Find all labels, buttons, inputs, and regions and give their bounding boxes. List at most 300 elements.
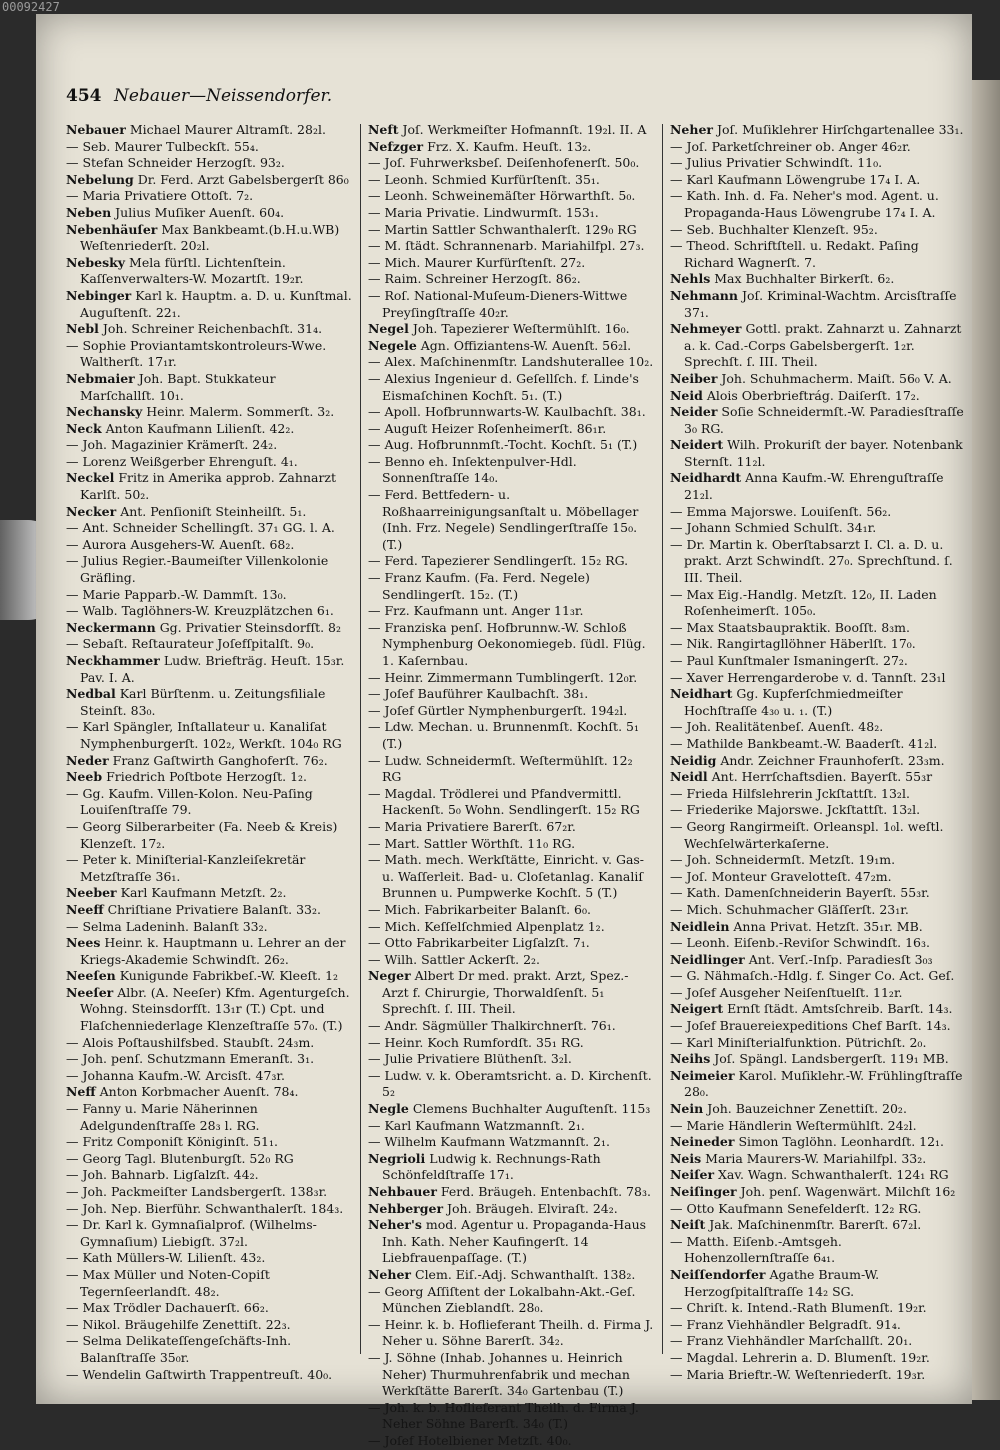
surname: Neckhammer	[66, 653, 160, 668]
directory-entry	[670, 753, 970, 770]
directory-entry	[368, 354, 654, 371]
surname: Neid	[670, 387, 703, 403]
entry-text: Anna Kaufm.-W. Ehrenguſtraſſe 21₂l.	[684, 470, 944, 503]
directory-entry	[66, 1250, 352, 1267]
entry-text: — Ldw. Mechan. u. Brunnenmſt. Kochſt. 5₁ (T.)	[368, 719, 639, 751]
entry-text: Kunigunde Fabrikbeſ.-W. Kleeſt. 1₂	[119, 968, 339, 984]
directory-entry	[368, 188, 654, 205]
directory-entry	[66, 1151, 352, 1168]
directory-entry	[670, 919, 970, 936]
directory-entry	[670, 1151, 970, 1168]
entry-text: Mela fürſtl. Lichtenſtein. Kaſſenverwalters-W. Mozartſt. 19₂r.	[80, 254, 304, 287]
entry-text: — Georg Aſſiſtent der Lokalbahn-Akt.-Geſ. München Zieblandſt. 28₀.	[368, 1283, 636, 1316]
directory-entry	[670, 1035, 970, 1052]
entry-text: Joſ. Muſiklehrer Hirſchgartenallee 33₁.	[717, 122, 964, 137]
directory-entry	[66, 753, 352, 770]
directory-entry	[368, 271, 654, 288]
directory-entry	[670, 653, 970, 670]
entry-text: — Johanna Kaufm.-W. Arcisſt. 47₃r.	[66, 1067, 285, 1083]
entry-text: Andr. Zeichner Fraunhoferſt. 23₃m.	[720, 752, 945, 768]
entry-text: — Mart. Sattler Wörthſt. 11₀ RG.	[368, 835, 576, 851]
directory-entry	[66, 188, 352, 205]
directory-entry	[66, 421, 352, 438]
entry-text: — Heinr. Zimmermann Tumblingerſt. 12₀r.	[368, 669, 638, 685]
directory-entry	[66, 1134, 352, 1151]
entry-text: — Mich. Keſſelſchmied Alpenplatz 1₂.	[368, 918, 605, 934]
directory-entry	[368, 1151, 654, 1184]
column-3	[670, 122, 970, 1382]
entry-text: Dr. Ferd. Arzt Gabelsbergerſt 86₀	[137, 171, 349, 187]
entry-text: Anna Privat. Hetzſt. 35₁r. MB.	[733, 918, 923, 934]
directory-entry	[670, 238, 970, 271]
entry-text: — Joh. k. b. Hoflieferant Theilh. d. Firma J. Neher Söhne Barerſt. 34₀ (T.)	[368, 1399, 639, 1432]
directory-entry	[66, 919, 352, 936]
directory-entry	[66, 139, 352, 156]
directory-entry	[66, 1333, 352, 1366]
directory-entry	[368, 1118, 654, 1135]
directory-entry	[66, 1367, 352, 1384]
directory-entry	[66, 769, 352, 786]
surname: Neher	[368, 1266, 412, 1282]
surname: Negle	[368, 1101, 409, 1117]
directory-entry	[670, 1267, 970, 1300]
directory-entry	[368, 703, 654, 720]
surname: Negrioli	[368, 1150, 426, 1166]
surname: Negele	[368, 337, 417, 353]
entry-text: — Benno eh. Inſektenpulver-Hdl. Sonnenſtraſſe 14₀.	[368, 453, 577, 486]
directory-entry	[368, 238, 654, 255]
entry-text: Xav. Wagn. Schwanthalerſt. 124₁ RG	[718, 1167, 949, 1183]
entry-text: Clemens Buchhalter Auguſtenſt. 115₃	[412, 1101, 651, 1117]
entry-text: Agn. Offiziantens-W. Auenſt. 56₂l.	[420, 337, 632, 353]
entry-text: — Aurora Ausgehers-W. Auenſt. 68₂.	[66, 536, 295, 552]
entry-text: — Peter k. Miniſterial-Kanzleiſekretär Metzſtraſſe 36₁.	[66, 852, 306, 884]
entry-text: — Marie Händlerin Weſtermühlſt. 24₂l.	[670, 1117, 917, 1133]
directory-entry	[368, 1068, 654, 1101]
entry-text: Albr. (A. Neeſer) Kfm. Agenturgeſch. Wohng. Steinsdorfſt. 13₁r (T.) Cpt. und Flaſchenniederlage Klenzeſtraſſe 57₀. (T.)	[80, 984, 350, 1034]
directory-entry	[66, 172, 352, 189]
directory-entry	[66, 122, 352, 139]
entry-text: — Kath. Inh. d. Fa. Neher's mod. Agent. u. Propaganda-Haus Löwengrube 17₄ I. A.	[670, 188, 939, 220]
surname: Neis	[670, 1150, 702, 1166]
entry-text: — Leonh. Eiſenb.-Reviſor Schwindſt. 16₃.	[670, 935, 930, 951]
directory-entry	[66, 1051, 352, 1068]
entry-text: — Heinr. Koch Rumfordſt. 35₁ RG.	[368, 1034, 584, 1050]
entry-text: — Joſef Hotelbiener Metzſt. 40₀.	[368, 1432, 572, 1448]
surname: Nedbal	[66, 686, 116, 702]
directory-entry	[368, 686, 654, 703]
entry-text: Ant. Penſioniſt Steinheilſt. 5₁.	[120, 503, 307, 519]
directory-entry	[368, 404, 654, 421]
entry-text: Joſ. Kriminal-Wachtm. Arcisſtraſſe 37₁.	[684, 287, 957, 320]
entry-text: Joh. Schreiner Reichenbachſt. 31₄.	[102, 321, 323, 337]
directory-entry	[368, 155, 654, 172]
directory-entry	[368, 603, 654, 620]
entry-text: Franz Gaſtwirth Ganghoferſt. 76₂.	[112, 752, 328, 768]
directory-entry	[66, 1267, 352, 1300]
surname: Neher	[670, 122, 714, 137]
directory-entry	[670, 1051, 970, 1068]
directory-entry	[670, 1018, 970, 1035]
entry-text: — Fanny u. Marie Näherinnen Adelgundenſtraſſe 28₃ l. RG.	[66, 1101, 260, 1133]
entry-text: — Joſ. Monteur Gravelotteſt. 47₂m.	[670, 868, 892, 884]
entry-text: — Alois Poſtaushilfsbed. Staubſt. 24₃m.	[66, 1034, 315, 1050]
entry-text: Joh. penſ. Wagenwärt. Milchſt 16₂	[740, 1184, 956, 1199]
entry-text: — G. Nähmaſch.-Hdlg. f. Singer Co. Act. Geſ.	[670, 968, 955, 984]
entry-text: — Math. mech. Werkſtätte, Einricht. v. Gas- u. Waſſerleit. Bad- u. Cloſetanlag. Kanaliſ Brunnen u. Pumpwerke Kochſt. 5 (T.)	[368, 852, 645, 901]
entry-text: — Georg Silberarbeiter (Fa. Neeb & Kreis) Klenzeſt. 17₂.	[66, 818, 338, 851]
entry-text: Ludw. Briefträg. Heuſt. 15₃r. Pav. I. A.	[80, 653, 345, 685]
entry-text: Gottl. prakt. Zahnarzt u. Zahnarzt a. k. Cad.-Corps Gabelsbergerſt. 1₂r. Sprechſt. ſ. III. Theil.	[684, 321, 962, 370]
directory-entry	[670, 819, 970, 852]
entry-text: Albert Dr med. prakt. Arzt, Spez.-Arzt f. Chirurgie, Thorwaldſenſt. 5₁ Sprechſt. ſ. III. Theil.	[382, 968, 629, 1017]
entry-text: Joſ. Werkmeiſter Hofmannſt. 19₂l. II. A	[402, 122, 647, 137]
directory-entry	[66, 155, 352, 172]
directory-entry	[368, 852, 654, 902]
entry-text: — Magdal. Trödlerei und Pfandvermittl. Hackenſt. 5₀ Wohn. Sendlingerſt. 15₂ RG	[368, 785, 640, 818]
entry-text: — Martin Sattler Schwanthalerſt. 129₀ RG	[368, 221, 637, 237]
entry-text: Karl k. Hauptm. a. D. u. Kunſtmal. Auguſtenſt. 22₁.	[80, 287, 352, 320]
entry-text: — Alex. Maſchinenmſtr. Landshuterallee 10₂.	[368, 354, 654, 370]
directory-entry	[66, 537, 352, 554]
page-header	[66, 86, 946, 114]
directory-entry	[368, 222, 654, 239]
directory-entry	[670, 1317, 970, 1334]
directory-entry	[368, 1350, 654, 1400]
surname: Neck	[66, 420, 102, 436]
entry-text: — Ferd. Tapezierer Sendlingerſt. 15₂ RG.	[368, 553, 629, 569]
entry-text: — Wendelin Gaſtwirth Trappentreuſt. 40₀.	[66, 1366, 333, 1382]
directory-entry	[670, 1300, 970, 1317]
surname: Neft	[368, 122, 399, 137]
directory-entry	[368, 902, 654, 919]
surname: Neineder	[670, 1134, 735, 1150]
directory-entry	[66, 1068, 352, 1085]
directory-entry	[368, 786, 654, 819]
directory-entry	[368, 1035, 654, 1052]
surname: Neigert	[670, 1001, 724, 1017]
directory-entry	[368, 1433, 654, 1450]
directory-entry	[66, 553, 352, 586]
directory-entry	[368, 1284, 654, 1317]
entry-text: — Frieda Hilfslehrerin Jckſtattſt. 13₂l.	[670, 785, 910, 801]
entry-text: — Max Müller und Noten-Copiſt Tegernſeerlandſt. 48₂.	[66, 1266, 270, 1299]
surname: Neiſer	[670, 1167, 715, 1183]
directory-entry	[670, 520, 970, 537]
directory-entry	[66, 719, 352, 752]
directory-entry	[368, 952, 654, 969]
entry-text: — J. Söhne (Inhab. Johannes u. Heinrich Neher) Thurmuhrenfabrik und mechan Werkſtätte Barerſt. 34₀ Gartenbau (T.)	[368, 1349, 630, 1399]
directory-entry	[670, 1101, 970, 1118]
entry-text: — Max Staatsbaupraktik. Booſſt. 8₃m.	[670, 619, 910, 635]
directory-entry	[670, 620, 970, 637]
directory-entry	[66, 1084, 352, 1101]
directory-entry	[66, 1167, 352, 1184]
entry-text: — Matth. Eiſenb.-Amtsgeh. Hohenzollernſtraſſe 6₄₁.	[670, 1233, 842, 1266]
surname: Neeb	[66, 769, 103, 785]
entry-text: Anton Kaufmann Lilienſt. 42₂.	[105, 420, 295, 436]
entry-text: Michael Maurer Altramſt. 28₂l.	[129, 122, 326, 137]
entry-text: — Joh. Bahnarb. Ligſalzſt. 44₂.	[66, 1167, 259, 1183]
directory-entry	[368, 819, 654, 836]
entry-text: — Ludw. Schneidermſt. Weſtermühlſt. 12₂ RG	[368, 752, 633, 785]
surname: Nehberger	[368, 1200, 444, 1216]
directory-entry	[368, 338, 654, 355]
directory-entry	[66, 205, 352, 222]
entry-text: — Nik. Rangirtagllöhner Häberlſt. 17₀.	[670, 636, 916, 652]
surname: Nebauer	[66, 122, 126, 137]
directory-entry	[66, 470, 352, 503]
entry-text: — Franz Viehhändler Marſchallſt. 20₁.	[670, 1333, 913, 1349]
directory-entry	[66, 819, 352, 852]
entry-text: — Julius Regier.-Baumeiſter Villenkolonie Gräfling.	[66, 553, 329, 586]
entry-text: — Nikol. Bräugehilfe Zenettiſt. 22₃.	[66, 1316, 291, 1332]
entry-text: — Mich. Fabrikarbeiter Balanſt. 6₀.	[368, 901, 591, 917]
adjacent-page-edge	[972, 80, 1000, 1400]
entry-text: — Frz. Kaufmann unt. Anger 11₃r.	[368, 603, 584, 619]
entry-text: — Chriſt. k. Intend.-Rath Blumenſt. 19₂r.	[670, 1300, 927, 1316]
directory-entry	[670, 769, 970, 786]
directory-entry	[368, 255, 654, 272]
entry-text: Karl Kaufmann Metzſt. 2₂.	[120, 885, 287, 901]
entry-text: Gg. Kupferſchmiedmeiſter Hochſtraſſe 4₃₀ u. ₁. (T.)	[684, 686, 903, 718]
directory-entry	[66, 1217, 352, 1250]
directory-entry	[670, 802, 970, 819]
entry-text: — Maria Privatiere Ottoſt. 7₂.	[66, 188, 254, 204]
directory-entry	[670, 869, 970, 886]
entry-text: Julius Muſiker Auenſt. 60₄.	[115, 204, 285, 220]
directory-entry	[66, 1101, 352, 1134]
directory-entry	[670, 371, 970, 388]
directory-entry	[670, 670, 970, 687]
directory-entry	[670, 719, 970, 736]
entry-text: — M. ſtädt. Schrannenarb. Mariahilfpl. 27₃.	[368, 238, 645, 254]
surname: Nehmeyer	[670, 321, 742, 337]
directory-entry	[66, 935, 352, 968]
entry-text: Jak. Maſchinenmſtr. Barerſt. 67₂l.	[709, 1217, 922, 1233]
surname: Neider	[670, 404, 718, 420]
entry-text: — Fritz Componiſt Königinſt. 51₁.	[66, 1134, 278, 1150]
directory-entry	[670, 1167, 970, 1184]
entry-text: — Franz Viehhändler Belgradſt. 91₄.	[670, 1316, 901, 1332]
directory-entry	[670, 404, 970, 437]
surname: Neiſſendorfer	[670, 1266, 766, 1282]
directory-entry	[670, 222, 970, 239]
surname: Neeff	[66, 901, 104, 917]
directory-entry	[66, 985, 352, 1035]
directory-entry	[66, 288, 352, 321]
entry-text: Joh. Schuhmacherm. Maiſt. 56₀ V. A.	[721, 370, 952, 386]
entry-text: — Joſ. Parketſchreiner ob. Anger 46₂r.	[670, 138, 911, 154]
directory-entry	[670, 437, 970, 470]
directory-entry	[368, 288, 654, 321]
entry-text: — Joh. Realitätenbeſ. Auenſt. 48₂.	[670, 719, 884, 735]
entry-text: — Xaver Herrengarderobe v. d. Tannſt. 23₁l	[670, 669, 946, 685]
entry-text: — Georg Rangirmeiſt. Orleanspl. 1₀l. weſtl. Wechſelwärterkaſerne.	[670, 818, 944, 851]
entry-text: — Apoll. Hofbrunnwarts-W. Kaulbachſt. 38₁.	[368, 404, 646, 420]
directory-entry	[368, 1018, 654, 1035]
entry-text: — Auguſt Heizer Roſenheimerſt. 86₁r.	[368, 420, 607, 436]
directory-entry	[66, 686, 352, 719]
entry-text: — Maria Privatie. Lindwurmſt. 153₁.	[368, 204, 599, 220]
entry-text: — Maria Privatiere Barerſt. 67₂r.	[368, 818, 576, 834]
directory-entry	[670, 537, 970, 587]
surname: Neihs	[670, 1051, 711, 1067]
surname: Neckermann	[66, 619, 156, 635]
entry-text: Joh. Bapt. Stukkateur Marſchallſt. 10₁.	[80, 370, 276, 403]
entry-text: Agathe Braum-W. Herzogſpitalſtraſſe 14₂ SG.	[684, 1266, 880, 1299]
entry-text: — Emma Majorswe. Louiſenſt. 56₂.	[670, 503, 892, 519]
entry-text: — Kath Müllers-W. Lilienſt. 43₂.	[66, 1250, 266, 1266]
surname: Neckel	[66, 470, 115, 486]
surname: Nees	[66, 935, 101, 951]
entry-text: Alois Oberbrieftrág. Daiſerſt. 17₂.	[706, 387, 920, 403]
directory-entry	[368, 553, 654, 570]
entry-text: — Otto Fabrikarbeiter Ligſalzſt. 7₁.	[368, 935, 590, 951]
entry-text: Ant. Verſ.-Inſp. Paradiesſt 3₀₃	[748, 951, 933, 967]
entry-text: — Max Trödler Dachauerſt. 66₂.	[66, 1300, 269, 1316]
entry-text: — Heinr. k. b. Hoflieferant Theilh. d. Firma J. Neher u. Söhne Barerſt. 34₂.	[368, 1316, 654, 1349]
surname: Neiſinger	[670, 1184, 737, 1199]
entry-text: — Aug. Hofbrunnmſt.-Tocht. Kochſt. 5₁ (T.)	[368, 437, 638, 453]
entry-text: Clem. Eiſ.-Adj. Schwanthalſt. 138₂.	[415, 1266, 636, 1282]
entry-text: Anton Korbmacher Auenſt. 78₄.	[99, 1084, 299, 1100]
directory-entry	[368, 1267, 654, 1284]
directory-entry	[670, 686, 970, 719]
entry-text: Frz. X. Kaufm. Heuſt. 13₂.	[427, 138, 592, 154]
surname: Nebenhäuſer	[66, 221, 158, 237]
entry-text: — Sophie Proviantamtskontroleurs-Wwe. Waltherſt. 17₁r.	[66, 337, 327, 370]
entry-text: — Karl Spängler, Inſtallateur u. Kanaliſat Nymphenburgerſt. 102₂, Werkſt. 104₀ RG	[66, 719, 342, 751]
scan-id: 00092427	[2, 0, 60, 14]
entry-text: — Joh. penſ. Schutzmann Emeranſt. 3₁.	[66, 1051, 315, 1067]
entry-text: — Joſef Ausgeher Neiſenſtuelſt. 11₂r.	[670, 984, 903, 1000]
surname: Necker	[66, 503, 117, 519]
directory-entry	[670, 1118, 970, 1135]
directory-entry	[368, 620, 654, 670]
entry-text: — Joſ. Fuhrwerksbeſ. Deiſenhofenerſt. 50₀.	[368, 155, 640, 171]
directory-entry	[670, 587, 970, 620]
entry-text: — Julie Privatiere Blüthenſt. 3₂l.	[368, 1051, 572, 1067]
directory-entry	[368, 968, 654, 1018]
surname: Neher's	[368, 1217, 422, 1233]
directory-entry	[670, 1217, 970, 1234]
directory-entry	[670, 786, 970, 803]
entry-text: Ant. Herrſchaftsdien. Bayerſt. 55₃r	[711, 769, 933, 785]
entry-text: — Julius Privatier Schwindſt. 11₀.	[670, 155, 883, 171]
surname: Neben	[66, 204, 112, 220]
directory-entry	[66, 437, 352, 454]
directory-entry	[368, 122, 654, 139]
directory-entry	[670, 139, 970, 156]
column-2	[368, 122, 654, 1448]
directory-entry	[66, 968, 352, 985]
directory-entry	[66, 885, 352, 902]
entry-text: Ferd. Bräugeh. Entenbachſt. 78₃.	[440, 1184, 651, 1199]
directory-entry	[670, 968, 970, 985]
entry-text: — Joh. Packmeiſter Landsbergerſt. 138₃r.	[66, 1184, 328, 1199]
directory-page	[36, 14, 972, 1448]
directory-entry	[66, 786, 352, 819]
entry-text: — Franz Kaufm. (Fa. Ferd. Negele) Sendlingerſt. 15₂. (T.)	[368, 570, 590, 602]
directory-entry	[66, 852, 352, 885]
entry-text: Friedrich Poſtbote Herzogſt. 1₂.	[106, 769, 308, 785]
entry-text: — Sebaſt. Reſtaurateur Joſefſpitalſt. 9₀.	[66, 636, 315, 652]
directory-entry	[670, 271, 970, 288]
directory-entry	[368, 321, 654, 338]
entry-text: — Franziska penſ. Hofbrunnw.-W. Schloß Nymphenburg Oekonomiegeb. ſüdl. Flüg. 1. Kaſernbau.	[368, 619, 646, 668]
entry-text: — Joh. Schneidermſt. Metzſt. 19₁m.	[670, 852, 896, 868]
directory-entry	[66, 902, 352, 919]
directory-entry	[670, 1184, 970, 1201]
directory-entry	[670, 504, 970, 521]
directory-entry	[66, 321, 352, 338]
directory-entry	[368, 172, 654, 189]
surname: Nehls	[670, 271, 711, 287]
directory-entry	[670, 1134, 970, 1151]
directory-entry	[670, 388, 970, 405]
page-number: 454	[66, 86, 102, 106]
directory-entry	[368, 1101, 654, 1118]
entry-text: — Karl Miniſterialfunktion. Pütrichſt. 2₀.	[670, 1034, 927, 1050]
entry-text: Heinr. k. Hauptmann u. Lehrer an der Kriegs-Akademie Schwindſt. 26₂.	[80, 935, 346, 967]
directory-entry	[368, 1201, 654, 1218]
directory-entry	[66, 404, 352, 421]
entry-text: — Theod. Schriftſtell. u. Redakt. Paſing Richard Wagnerſt. 7.	[670, 238, 919, 270]
directory-entry	[670, 1201, 970, 1218]
entry-text: — Stefan Schneider Herzogſt. 93₂.	[66, 155, 285, 171]
directory-entry	[368, 1217, 654, 1267]
surname: Neidhart	[670, 686, 733, 702]
surname: Nehmann	[670, 287, 738, 303]
surname: Neidert	[670, 437, 724, 453]
directory-entry	[66, 1317, 352, 1334]
entry-text: — Wilhelm Kaufmann Watzmannſt. 2₁.	[368, 1134, 610, 1150]
surname: Nebesky	[66, 254, 126, 270]
entry-text: — Wilh. Sattler Ackerſt. 2₂.	[368, 951, 541, 967]
surname: Neeſer	[66, 984, 114, 1000]
directory-entry	[670, 952, 970, 969]
directory-entry	[368, 487, 654, 553]
entry-text: Karol. Muſiklehr.-W. Frühlingſtraſſe 28₀.	[684, 1067, 963, 1100]
entry-text: — Selma Delikateſſengeſchäfts-Inh. Balanſtraſſe 35₀r.	[66, 1333, 292, 1365]
entry-text: — Friederike Majorswe. Jckſtattſt. 13₂l.	[670, 802, 921, 818]
column-divider	[360, 124, 361, 1354]
entry-text: Ernſt ſtädt. Amtsſchreib. Barſt. 14₃.	[727, 1001, 953, 1017]
surname: Nein	[670, 1101, 704, 1117]
entry-text: — Selma Ladeninh. Balanſt 33₂.	[66, 918, 268, 934]
surname: Neger	[368, 968, 411, 984]
entry-text: Soſie Schneidermſt.-W. Paradiesſtraſſe 3₀ RG.	[684, 404, 964, 436]
entry-text: mod. Agentur u. Propaganda-Haus Inh. Kath. Neher Kaufingerſt. 14 Liebfrauenpaſſage. (T.)	[382, 1217, 647, 1266]
directory-entry	[66, 620, 352, 637]
surname: Neidl	[670, 769, 708, 785]
directory-entry	[368, 570, 654, 603]
entry-text: — Mich. Schuhmacher Gläſſerſt. 23₁r.	[670, 901, 909, 917]
entry-text: — Joſef Brauereiexpeditions Chef Barſt. 14₃.	[670, 1018, 951, 1034]
directory-entry	[66, 1201, 352, 1218]
entry-text: — Leonh. Schweinemäſter Hörwarthſt. 5₀.	[368, 188, 636, 204]
entry-text: — Leonh. Schmied Kurfürſtenſt. 35₁.	[368, 171, 600, 187]
directory-entry	[66, 338, 352, 371]
entry-text: — Dr. Karl k. Gymnaſialprof. (Wilhelms-Gymnaſium) Liebigſt. 37₂l.	[66, 1217, 317, 1249]
entry-text: — Karl Kaufmann Löwengrube 17₄ I. A.	[670, 171, 921, 187]
directory-entry	[670, 1350, 970, 1367]
directory-entry	[670, 902, 970, 919]
surname: Neiſt	[670, 1217, 706, 1233]
entry-text: — Andr. Sägmüller Thalkirchnerſt. 76₁.	[368, 1018, 616, 1034]
surname: Neff	[66, 1084, 96, 1100]
